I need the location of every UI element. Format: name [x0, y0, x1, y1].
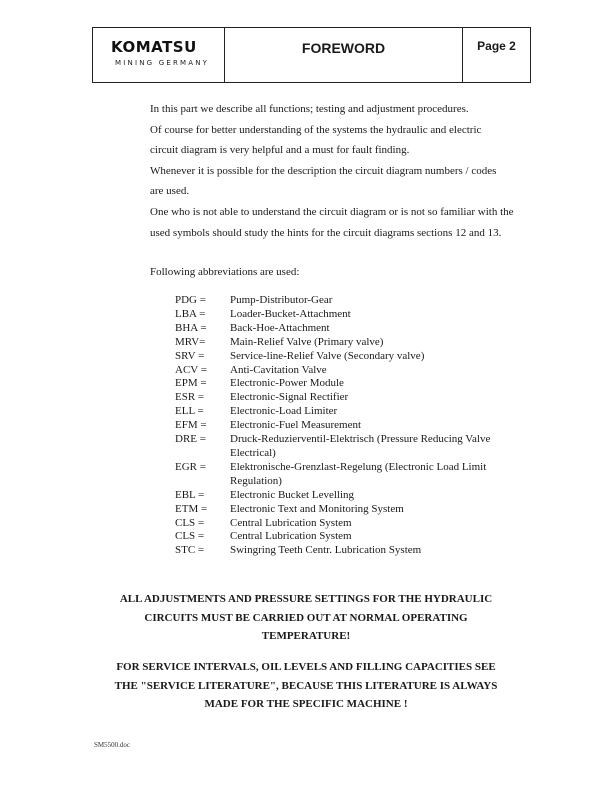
abbreviation-code: EFM =	[175, 419, 207, 432]
adjustments-warning	[80, 590, 532, 646]
abbreviation-description: Electronic-Load Limiter	[230, 405, 338, 418]
abbreviation-description: Main-Relief Valve (Primary valve)	[230, 335, 384, 348]
abbreviation-description: Central Lubrication System	[230, 516, 352, 529]
abbreviation-description: Electronic Text and Monitoring System	[230, 502, 404, 515]
abbreviation-code: DRE =	[175, 433, 206, 446]
intro-line: Of course for better understanding of the systems the hydraulic and electric	[150, 123, 482, 136]
abbreviation-description: Electronic-Signal Rectifier	[230, 391, 349, 404]
abbreviations-list	[175, 294, 515, 558]
abbreviation-row	[175, 517, 515, 531]
abbreviation-description: Elektronische-Grenzlast-Regelung (Electronic Load Limit Regulation)	[230, 460, 487, 487]
abbreviation-row	[175, 461, 515, 489]
abbreviation-row	[175, 308, 515, 322]
abbreviation-description: Druck-Reduzierventil-Elektrisch (Pressure Reducing Valve Electrical)	[230, 433, 491, 459]
warning-line: TEMPERATURE!	[261, 630, 351, 642]
abbreviation-code: EGR =	[175, 460, 206, 473]
abbreviation-row	[175, 294, 515, 308]
abbreviation-row	[175, 503, 515, 517]
abbreviation-row	[175, 391, 515, 405]
abbreviation-code: SRV =	[175, 349, 205, 362]
abbreviation-row	[175, 433, 515, 461]
abbreviation-code: CLS =	[175, 516, 205, 529]
abbreviation-row	[175, 322, 515, 336]
abbreviation-row	[175, 364, 515, 378]
abbreviation-code: CLS =	[175, 530, 205, 543]
intro-paragraph	[150, 99, 530, 243]
document-id: SM5500.doc	[94, 741, 130, 749]
intro-line: circuit diagram is very helpful and a must for fault finding.	[150, 144, 410, 157]
abbreviation-description: Pump-Distributor-Gear	[230, 294, 333, 306]
komatsu-logo: KOMATSU	[111, 38, 197, 56]
abbreviation-description: Electronic-Fuel Measurement	[230, 419, 362, 432]
logo-subtitle: MINING GERMANY	[115, 59, 210, 67]
abbreviation-row	[175, 350, 515, 364]
title-cell	[225, 28, 463, 82]
abbreviation-code: ACV =	[175, 363, 207, 376]
abbreviation-row	[175, 530, 515, 544]
abbreviation-description: Swingring Teeth Centr. Lubrication System	[230, 544, 422, 557]
abbreviation-code: LBA =	[175, 307, 206, 320]
abbreviation-description: Electronic-Power Module	[230, 377, 344, 390]
abbreviation-row	[175, 489, 515, 503]
intro-line: used symbols should study the hints for the circuit diagrams sections 12 and 13.	[150, 226, 502, 239]
abbreviation-code: ESR =	[175, 391, 205, 404]
abbreviation-row	[175, 336, 515, 350]
abbreviation-row	[175, 544, 515, 558]
abbreviation-row	[175, 377, 515, 391]
warning-line: ALL ADJUSTMENTS AND PRESSURE SETTINGS FOR THE HYDRAULIC	[119, 593, 493, 605]
abbreviation-description: Anti-Cavitation Valve	[230, 363, 327, 376]
warning-line: CIRCUITS MUST BE CARRIED OUT AT NORMAL OPERATING	[144, 611, 468, 624]
abbreviation-code: BHA =	[175, 321, 207, 334]
abbreviation-code: ETM =	[175, 502, 208, 515]
intro-line: One who is not able to understand the circuit diagram or is not so familiar with the	[150, 205, 514, 218]
abbreviation-description: Electronic Bucket Levelling	[230, 488, 355, 501]
abbreviations-heading: Following abbreviations are used:	[150, 266, 300, 278]
page-header	[92, 27, 531, 83]
logo-cell	[93, 28, 225, 82]
intro-line: In this part we describe all functions; testing and adjustment procedures.	[150, 103, 469, 115]
abbreviation-code: PDG =	[175, 294, 206, 306]
intro-line: Whenever it is possible for the description the circuit diagram numbers / codes	[150, 164, 497, 177]
abbreviation-description: Central Lubrication System	[230, 530, 352, 543]
page-number-cell	[463, 28, 530, 82]
intro-line: are used.	[150, 185, 190, 198]
abbreviation-code: MRV=	[175, 335, 206, 348]
page-title: FOREWORD	[301, 40, 386, 56]
abbreviation-code: STC =	[175, 544, 205, 557]
abbreviation-description: Loader-Bucket-Attachment	[230, 307, 351, 320]
abbreviation-code: EBL =	[175, 488, 205, 501]
service-warning	[80, 658, 532, 714]
warning-line: THE "SERVICE LITERATURE", BECAUSE THIS LITERATURE IS ALWAYS	[114, 679, 498, 692]
warning-line: FOR SERVICE INTERVALS, OIL LEVELS AND FILLING CAPACITIES SEE	[116, 661, 496, 673]
abbreviation-code: EPM =	[175, 377, 207, 390]
abbreviation-description: Service-line-Relief Valve (Secondary valve)	[230, 349, 425, 362]
warning-line: MADE FOR THE SPECIFIC MACHINE !	[204, 698, 408, 710]
abbreviation-row	[175, 419, 515, 433]
abbreviation-row	[175, 405, 515, 419]
page-number: Page 2	[477, 39, 516, 53]
abbreviation-code: ELL =	[175, 405, 204, 418]
abbreviation-description: Back-Hoe-Attachment	[230, 321, 330, 334]
